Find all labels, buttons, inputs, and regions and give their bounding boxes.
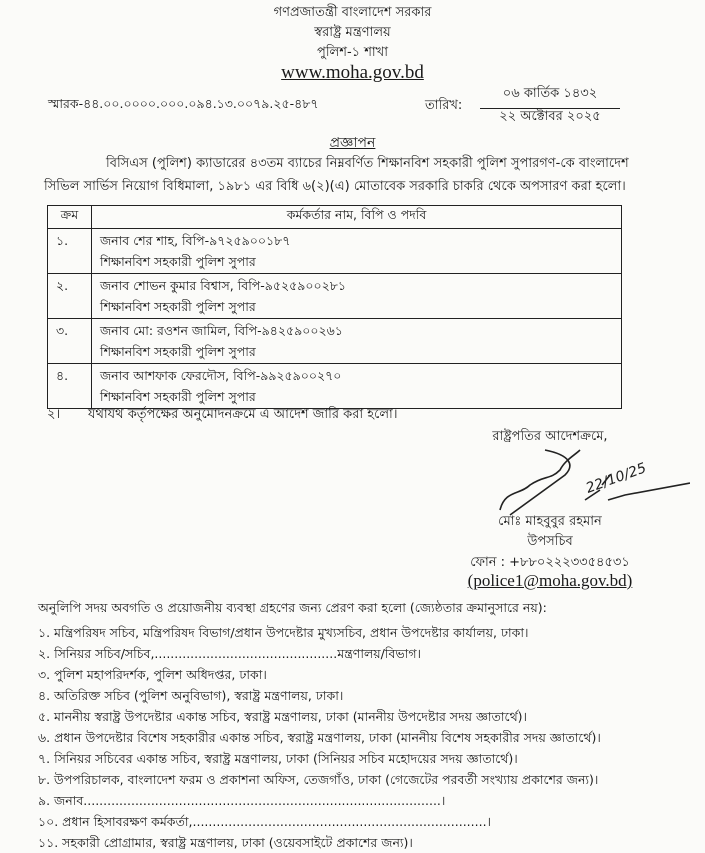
main-paragraph: বিসিএস (পুলিশ) ক্যাডারের ৪৩তম ব্যাচের নিম্নবর্ণিত শিক্ষানবিশ সহকারী পুলিশ সুপারগণ-কে বাংলাদেশ সিভিল সার্ভিস নিয়োগ বিধিমালা, ১৯৮১ এর বিধি ৬(২)(এ) মোতাবেক সরকারি চাকরি থেকে অপসারণ করা হলো।: [44, 156, 629, 194]
officer-designation: শিক্ষানবিশ সহকারী পুলিশ সুপার: [100, 254, 256, 269]
table-row: [48, 229, 622, 274]
row-serial: ২.: [48, 274, 92, 319]
row-serial: ৩.: [48, 319, 92, 364]
list-item: ৬. প্রধান উপদেষ্টার বিশেষ সহকারীর একান্ত সচিব, স্বরাষ্ট্র মন্ত্রণালয়, ঢাকা (মাননীয় বিশেষ সহকারীর সদয় জ্ঞাতার্থে)।: [38, 730, 601, 745]
officer-name: জনাব আশফাক ফেরদৌস, বিপি-৯৯২৫৯০০২৭০: [100, 368, 342, 383]
date-label: তারিখ:: [425, 98, 463, 113]
government-name: গণপ্রজাতন্ত্রী বাংলাদেশ সরকার: [273, 5, 432, 20]
list-item: ১১. সহকারী প্রোগ্রামার, স্বরাষ্ট্র মন্ত্রণালয়, ঢাকা (ওয়েবসাইটে প্রকাশের জন্য)।: [38, 835, 413, 850]
document-title: প্রজ্ঞাপন: [329, 135, 376, 151]
paragraph-2-number: ২।: [47, 407, 61, 422]
distribution-list: [38, 622, 698, 853]
signatory-name: মোঃ মাহবুবুর রহমান: [498, 514, 602, 529]
table-row: [48, 274, 622, 319]
list-item: ২. সিনিয়র সচিব/সচিব,..............................................মন্ত্রণালয়/বিভাগ।: [38, 646, 422, 661]
order-line: রাষ্ট্রপতির আদেশক্রমে,: [492, 429, 608, 444]
list-item: ৮. উপপরিচালক, বাংলাদেশ ফরম ও প্রকাশনা অফিস, তেজগাঁও, ঢাকা (গেজেটের পরবর্তী সংখ্যায় প্রকাশের জন্য)।: [38, 772, 599, 787]
table-row: [48, 319, 622, 364]
officer-name: জনাব শের শাহ, বিপি-৯৭২৫৯০০১৮৭: [100, 233, 291, 248]
phone-number: ফোন : +৮৮০২২২৩৩৫৪৫৩১: [470, 555, 630, 570]
officer-name: জনাব মো: রওশন জামিল, বিপি-৯৪২৫৯০০২৬১: [100, 323, 343, 338]
row-serial: ১.: [48, 229, 92, 274]
distribution-heading: অনুলিপি সদয় অবগতি ও প্রয়োজনীয় ব্যবস্থা গ্রহণের জন্য প্রেরণ করা হলো (জ্যেষ্ঠতার ক্রমানুসারে নয়):: [38, 600, 547, 615]
officer-name: জনাব শোভন কুমার বিশ্বাস, বিপি-৯৫২৫৯০০২৮১: [100, 278, 346, 293]
branch-name: পুলিশ-১ শাখা: [317, 45, 388, 60]
row-officer: [92, 319, 622, 364]
website-link[interactable]: www.moha.gov.bd: [281, 62, 424, 83]
list-item: ৪. অতিরিক্ত সচিব (পুলিশ অনুবিভাগ), স্বরাষ্ট্র মন্ত্রণালয়, ঢাকা।: [38, 688, 344, 703]
row-officer: [92, 364, 622, 409]
list-item: ৫. মাননীয় স্বরাষ্ট্র উপদেষ্টার একান্ত সচিব, স্বরাষ্ট্র মন্ত্রণালয়, ঢাকা (মাননীয় উপদেষ্টার সদয় জ্ঞাতার্থে)।: [38, 709, 528, 724]
list-item: ৭. সিনিয়র সচিবের একান্ত সচিব, স্বরাষ্ট্র মন্ত্রণালয়, ঢাকা (সিনিয়র সচিব মহোদয়ের সদয় জ্ঞাতার্থে)।: [38, 751, 518, 766]
email-link[interactable]: (police1@moha.gov.bd): [467, 571, 633, 590]
header-officer: কর্মকর্তার নাম, বিপি ও পদবি: [92, 206, 622, 229]
officer-designation: শিক্ষানবিশ সহকারী পুলিশ সুপার: [100, 344, 256, 359]
list-item: ১. মন্ত্রিপরিষদ সচিব, মন্ত্রিপরিষদ বিভাগ/প্রধান উপদেষ্টার মুখ্যসচিব, প্রধান উপদেষ্টার কার্যালয়, ঢাকা।: [38, 625, 529, 640]
header-serial: ক্রম: [48, 206, 92, 229]
date-gregorian: ২২ অক্টোবর ২০২৫: [499, 109, 601, 124]
officer-designation: শিক্ষানবিশ সহকারী পুলিশ সুপার: [100, 389, 256, 404]
row-officer: [92, 274, 622, 319]
table-row: [48, 364, 622, 409]
row-serial: ৪.: [48, 364, 92, 409]
officers-table: [47, 205, 622, 409]
officer-designation: শিক্ষানবিশ সহকারী পুলিশ সুপার: [100, 299, 256, 314]
handwritten-date: 22/10/25: [583, 460, 649, 497]
signatory-designation: উপসচিব: [527, 534, 573, 549]
ministry-name: স্বরাষ্ট্র মন্ত্রণালয়: [314, 25, 391, 40]
list-item: ৯. জনাব..........................................................................................।: [38, 793, 446, 808]
row-officer: [92, 229, 622, 274]
list-item: ৩. পুলিশ মহাপরিদর্শক, পুলিশ অধিদপ্তর, ঢাকা।: [38, 667, 267, 682]
paragraph-2-text: যথাযথ কর্তৃপক্ষের অনুমোদনক্রমে এ আদেশ জারি করা হলো।: [88, 407, 398, 422]
list-item: ১০. প্রধান হিসাবরক্ষণ কর্মকর্তা,..........................................................................।: [38, 814, 492, 829]
date-bengali: ০৬ কার্তিক ১৪৩২: [480, 84, 620, 109]
memo-number: স্মারক-৪৪.০০.০০০০.০০০.০৯৪.১৩.০০৭৯.২৫-৪৮৭: [48, 96, 319, 111]
